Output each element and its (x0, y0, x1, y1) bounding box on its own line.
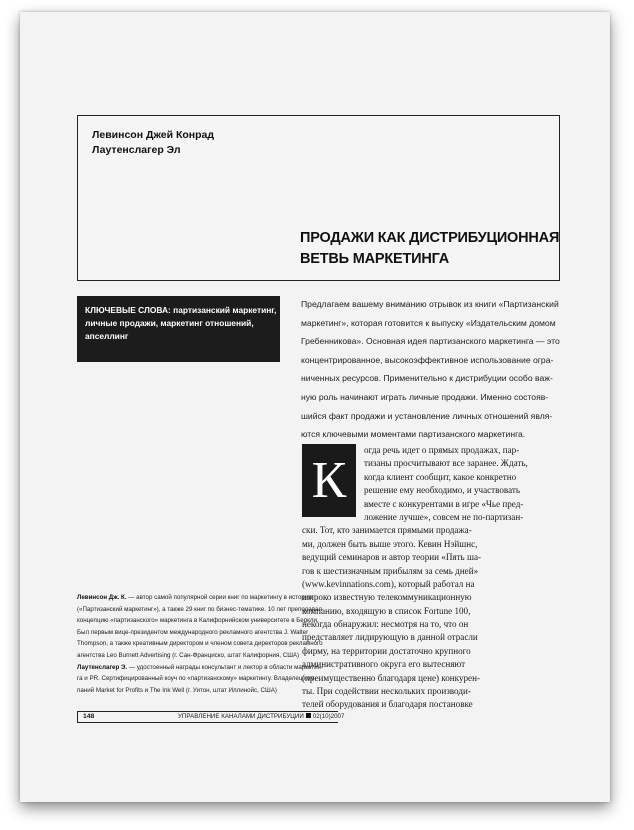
body-line: ми, должен быть выше этого. Кевин Нэйшнс, (302, 538, 478, 549)
square-bullet-icon (306, 713, 311, 718)
keywords-line: личные продажи, маркетинг отношений, (85, 318, 254, 328)
body-line: ты. При содействии нескольких производи- (302, 686, 471, 697)
bio-line: («Партизанский маркетинг»), а также 29 книг по бизнес-тематике. 10 лет преподавал (77, 605, 322, 613)
bio-author-name: Лаутенслагер Э. (77, 663, 128, 671)
bio-line: агентства Leo Burnett Advertising (г. Сан-Франциско, штат Калифорния, США) (77, 651, 300, 659)
bio-line: Был первым вице-президентом международного рекламного агентства J. Walter (77, 628, 309, 636)
lead-paragraph (301, 295, 571, 444)
lead-line: Предлагаем вашему вниманию отрывок из книги «Партизанский (301, 299, 559, 309)
body-line: гов к шестизначным прибылям за семь дней» (302, 565, 479, 576)
bio-line: концепцию «партизанского» маркетинга в Калифорнийском университете в Беркли. (77, 617, 319, 625)
lead-line: ную роль начинают играть личные продажи. Именно состояв- (301, 391, 549, 402)
author-name: Лаутенслагер Эл (92, 144, 181, 156)
bio-text: — автор самой популярной серии книг по маркетингу в истории (126, 594, 312, 601)
body-line: ложение лучше», совсем не по-партизан- (364, 511, 524, 522)
body-line: административного округа его вытесняют (302, 659, 466, 670)
body-line: (преимущественно благодаря цене) конкурен- (302, 672, 480, 683)
page-number: 148 (83, 713, 95, 720)
body-line: решение ему необходимо, и участвовать (364, 485, 521, 496)
bio-author-name: Левинсон Дж. К. (77, 594, 127, 601)
lead-line: ниченных ресурсов. Применительно к дистрибуции особо важ- (301, 373, 553, 384)
bio-line (77, 592, 339, 604)
title-line: ВЕТВЬ МАРКЕТИНГА (300, 251, 449, 267)
body-line: ведущий семинаров и автор теории «Пять ша- (302, 552, 482, 563)
bio-line: га и PR. Сертифицированный коуч по «партизанскому» маркетингу. Владелец ком- (77, 675, 317, 683)
body-line: широко известную телекоммуникационную (302, 592, 472, 603)
article-header-box (77, 115, 560, 281)
body-line: некогда обнаружил: несмотря на то, что он (302, 619, 469, 630)
journal-name: УПРАВЛЕНИЕ КАНАЛАМИ ДИСТРИБУЦИИ (178, 713, 304, 720)
article-title (300, 228, 559, 270)
body-line: компанию, входящую в список Fortune 100, (302, 605, 471, 616)
bio-text: — удостоенный награды консультант и лектор в области маркетин- (127, 663, 324, 671)
keywords-line: апселлинг (85, 331, 129, 341)
issue-number: 02(10)2007 (312, 713, 345, 720)
body-line: когда клиент сообщит, какое конкретно (364, 471, 517, 482)
body-line: телей оборудования и благодаря постановке (302, 699, 473, 710)
body-line: вместе с конкурентами в игре «Чье пред- (364, 498, 524, 509)
journal-info (178, 712, 344, 722)
title-line: ПРОДАЖИ КАК ДИСТРИБУЦИОННАЯ (300, 230, 560, 246)
lead-line: Гребенникова». Основная идея партизанского маркетинга — это (301, 336, 560, 347)
bio-line (77, 662, 339, 674)
body-line: ски. Тот, кто занимается прямыми продажа- (302, 525, 472, 536)
keywords-box (77, 296, 280, 362)
magazine-page (20, 12, 610, 802)
lead-line: маркетинг», которая готовится к выпуску «Издательским домом (301, 317, 556, 328)
bio-line: Thompson, а также креативным директором и членом совета директоров рекламного (77, 640, 323, 648)
lead-line: концентрированное, высокоэффективное использование огра- (301, 354, 554, 365)
lead-line: ются ключевыми моментами партизанского маркетинга. (301, 429, 526, 440)
keywords-line: КЛЮЧЕВЫЕ СЛОВА: партизанский маркетинг, (85, 305, 277, 315)
lead-line: шийся факт продажи и установление личных отношений явля- (301, 410, 553, 421)
body-line: фирму, на территории достаточно крупного (302, 645, 471, 656)
author-bios (77, 592, 339, 696)
body-line: огда речь идет о прямых продажах, пар- (364, 445, 520, 455)
author-name: Левинсон Джей Конрад (92, 129, 215, 141)
bio-line: паний Market for Profits и The Ink Well (г. Уитон, штат Иллинойс, США) (77, 686, 277, 694)
body-line: (www.kevinnations.com), который работал на (302, 578, 475, 589)
drop-cap: К (302, 444, 356, 517)
authors (92, 128, 214, 158)
body-line: тизаны просчитывают все заранее. Ждать, (364, 458, 528, 469)
body-line: представляет лидирующую в данной отрасли (302, 632, 478, 643)
page-footer (77, 711, 345, 723)
